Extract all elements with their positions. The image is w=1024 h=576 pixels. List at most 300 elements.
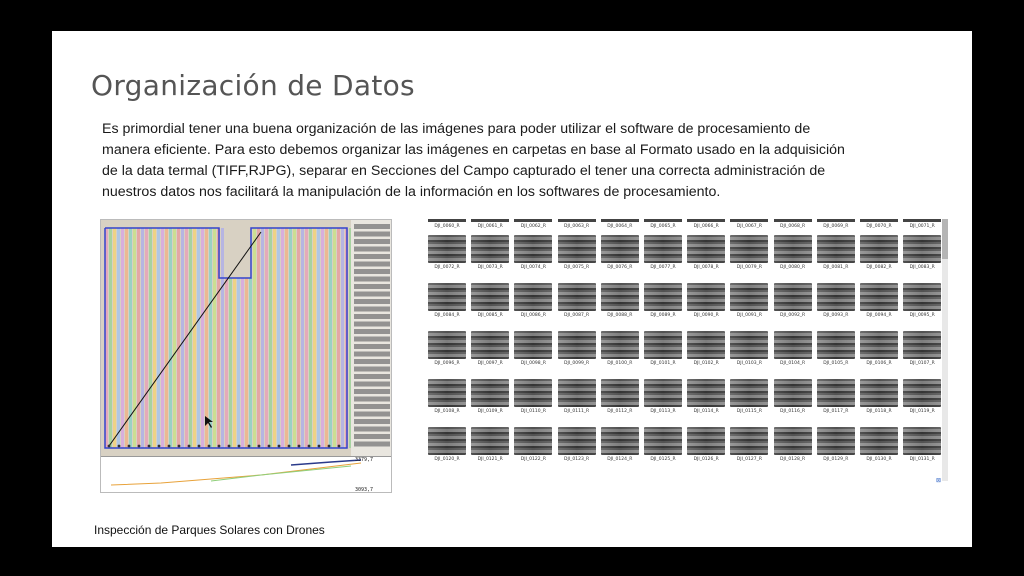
thermal-image-thumbnail[interactable] bbox=[860, 235, 898, 263]
thumbnail-filename: DJI_0099_R bbox=[563, 361, 590, 366]
thumbnail-filename: DJI_0096_R bbox=[434, 361, 460, 366]
thumbnail-item[interactable] bbox=[471, 283, 509, 318]
waypoint-marker bbox=[298, 445, 301, 448]
panel-row bbox=[141, 228, 144, 448]
panel-row bbox=[173, 228, 176, 448]
thumbnail-filename: DJI_0111_R bbox=[563, 409, 590, 414]
waypoint-marker bbox=[108, 445, 111, 448]
thumbnail-item[interactable] bbox=[860, 283, 898, 318]
panel-row bbox=[205, 228, 208, 448]
annotation-entry bbox=[354, 382, 390, 387]
thumbnail-item[interactable] bbox=[817, 235, 855, 270]
thermal-image-thumbnail[interactable] bbox=[730, 331, 768, 359]
thermal-image-thumbnail[interactable] bbox=[903, 235, 941, 263]
annotation-entry bbox=[354, 299, 390, 304]
panel-row bbox=[165, 228, 168, 448]
thermal-image-thumbnail[interactable] bbox=[471, 283, 509, 311]
thumbnail-item[interactable] bbox=[687, 283, 725, 318]
thumbnail-top-strip bbox=[558, 219, 596, 222]
thumbnail-item[interactable] bbox=[471, 331, 509, 366]
waypoint-marker bbox=[328, 445, 331, 448]
thumbnail-item[interactable] bbox=[514, 427, 552, 462]
thermal-image-thumbnail[interactable] bbox=[558, 379, 596, 407]
thumbnail-filename: DJI_0093_R bbox=[823, 313, 849, 318]
thumbnail-filename: DJI_0076_R bbox=[607, 265, 633, 270]
waypoint-marker bbox=[238, 445, 241, 448]
thumbnail-filename: DJI_0121_R bbox=[477, 457, 503, 462]
thumbnail-filename: DJI_0067_R bbox=[736, 224, 762, 229]
thumbnail-top-strip bbox=[687, 219, 725, 222]
thumbnail-top-strip bbox=[903, 219, 941, 222]
thumbnail-filename: DJI_0069_R bbox=[823, 224, 849, 229]
thumbnail-filename: DJI_0107_R bbox=[909, 361, 935, 366]
thumbnail-top-strip bbox=[817, 219, 855, 222]
slide-footer: Inspección de Parques Solares con Drones bbox=[94, 523, 325, 537]
panel-row bbox=[201, 228, 204, 448]
thermal-image-thumbnail[interactable] bbox=[817, 427, 855, 455]
body-line: nuestros datos nos facilitará la manipulación de la información en los softwares de procesamiento. bbox=[102, 184, 721, 200]
thumbnail-filename: DJI_0074_R bbox=[520, 265, 546, 270]
thumbnail-item[interactable] bbox=[601, 331, 639, 366]
thermal-image-thumbnail[interactable] bbox=[471, 235, 509, 263]
panel-row bbox=[265, 228, 268, 448]
thermal-image-thumbnail[interactable] bbox=[601, 235, 639, 263]
thumbnail-item[interactable] bbox=[471, 427, 509, 462]
thermal-image-thumbnail[interactable] bbox=[817, 283, 855, 311]
thermal-image-thumbnail[interactable] bbox=[687, 427, 725, 455]
waypoint-marker bbox=[318, 445, 321, 448]
thumbnail-filename: DJI_0124_R bbox=[607, 457, 633, 462]
panel-row bbox=[221, 228, 224, 448]
waypoint-marker bbox=[288, 445, 291, 448]
thermal-image-thumbnail[interactable] bbox=[644, 235, 682, 263]
annotation-entry bbox=[354, 344, 390, 349]
thermal-image-thumbnail[interactable] bbox=[774, 379, 812, 407]
thumbnail-filename: DJI_0066_R bbox=[693, 224, 719, 229]
thumbnail-filename: DJI_0112_R bbox=[607, 409, 633, 414]
thermal-image-thumbnail[interactable] bbox=[687, 379, 725, 407]
thumbnail-top-strip bbox=[774, 219, 812, 222]
thumbnail-filename: DJI_0088_R bbox=[607, 313, 633, 318]
thumbnail-filename: DJI_0119_R bbox=[909, 409, 935, 414]
thumbnail-item[interactable] bbox=[514, 283, 552, 318]
waypoint-marker bbox=[258, 445, 261, 448]
thermal-image-thumbnail[interactable] bbox=[601, 427, 639, 455]
thumbnail-item[interactable] bbox=[687, 427, 725, 462]
thermal-image-thumbnail[interactable] bbox=[514, 331, 552, 359]
thermal-image-thumbnail[interactable] bbox=[774, 427, 812, 455]
thumbnail-item[interactable] bbox=[903, 379, 941, 414]
body-line: Es primordial tener una buena organización de las imágenes para poder utilizar el software de procesamiento de bbox=[102, 121, 811, 137]
map-profile-panel bbox=[101, 456, 392, 493]
waypoint-marker bbox=[178, 445, 181, 448]
annotation-entry bbox=[354, 404, 390, 409]
thumbnail-filename: DJI_0071_R bbox=[909, 224, 935, 229]
thumbnail-filename: DJI_0089_R bbox=[650, 313, 676, 318]
thermal-image-thumbnail[interactable] bbox=[687, 283, 725, 311]
thumbnail-item[interactable] bbox=[774, 235, 812, 270]
annotation-entry bbox=[354, 254, 390, 259]
thumbnail-item[interactable] bbox=[860, 379, 898, 414]
thumbnail-item[interactable] bbox=[644, 379, 682, 414]
thermal-image-thumbnail[interactable] bbox=[774, 235, 812, 263]
thumbnail-item[interactable] bbox=[730, 427, 768, 462]
thumbnail-filename: DJI_0092_R bbox=[779, 313, 806, 318]
thumbnail-filename: DJI_0106_R bbox=[866, 361, 892, 366]
waypoint-marker bbox=[118, 445, 121, 448]
panel-row bbox=[161, 228, 164, 448]
annotation-entry bbox=[354, 314, 390, 319]
thumbnail-filename: DJI_0080_R bbox=[779, 265, 806, 270]
panel-row bbox=[117, 228, 120, 448]
thermal-image-thumbnail[interactable] bbox=[644, 283, 682, 311]
thumbnail-filename: DJI_0062_R bbox=[520, 224, 546, 229]
thermal-image-thumbnail[interactable] bbox=[514, 379, 552, 407]
waypoint-marker bbox=[218, 445, 221, 448]
panel-row bbox=[225, 278, 228, 448]
thumbnail-item[interactable] bbox=[514, 379, 552, 414]
thumbnail-item[interactable] bbox=[514, 331, 552, 366]
annotation-entry bbox=[354, 277, 390, 282]
thermal-image-thumbnail[interactable] bbox=[601, 283, 639, 311]
panel-row bbox=[229, 278, 232, 448]
thumbnail-item[interactable] bbox=[817, 427, 855, 462]
annotation-entry bbox=[354, 359, 390, 364]
thermal-image-thumbnail[interactable] bbox=[730, 283, 768, 311]
annotation-entry bbox=[354, 239, 390, 244]
annotation-entry bbox=[354, 269, 390, 274]
thumbnail-grid bbox=[420, 217, 952, 479]
thermal-image-thumbnail[interactable] bbox=[471, 427, 509, 455]
waypoint-marker bbox=[248, 445, 251, 448]
thumbnail-filename: DJI_0105_R bbox=[823, 361, 849, 366]
panel-row bbox=[245, 278, 248, 448]
panel-row bbox=[289, 228, 292, 448]
thermal-image-thumbnail[interactable] bbox=[558, 235, 596, 263]
thumbnail-filename: DJI_0115_R bbox=[736, 409, 762, 414]
waypoint-marker bbox=[268, 445, 271, 448]
annotation-entry bbox=[354, 374, 390, 379]
map-readout-2: 3093,7 bbox=[355, 487, 374, 493]
panel-row bbox=[261, 228, 264, 448]
panel-row bbox=[341, 228, 344, 448]
body-line: de la data termal (TIFF,RJPG), separar en Secciones del Campo capturado el tener una correcta administración de bbox=[102, 163, 826, 179]
thumbnail-item[interactable] bbox=[428, 427, 466, 462]
slide-body bbox=[102, 119, 932, 203]
thermal-image-thumbnail[interactable] bbox=[860, 331, 898, 359]
waypoint-marker bbox=[208, 445, 211, 448]
thumbnail-filename: DJI_0090_R bbox=[693, 313, 719, 318]
thumbnail-filename: DJI_0104_R bbox=[779, 361, 806, 366]
thumbnail-filename: DJI_0097_R bbox=[477, 361, 503, 366]
thermal-image-thumbnail[interactable] bbox=[860, 379, 898, 407]
thumbnail-item[interactable] bbox=[730, 235, 768, 270]
thermal-image-thumbnail[interactable] bbox=[903, 331, 941, 359]
annotation-entry bbox=[354, 434, 390, 439]
solar-field-map bbox=[101, 220, 392, 456]
thumbnail-filename: DJI_0072_R bbox=[434, 265, 460, 270]
thumbnail-filename: DJI_0085_R bbox=[477, 313, 503, 318]
thermal-image-thumbnail[interactable] bbox=[817, 379, 855, 407]
thermal-image-thumbnail[interactable] bbox=[903, 427, 941, 455]
waypoint-marker bbox=[188, 445, 191, 448]
thumbnail-filename: DJI_0126_R bbox=[693, 457, 719, 462]
panel-row bbox=[297, 228, 300, 448]
thermal-image-thumbnail[interactable] bbox=[558, 427, 596, 455]
thumbnail-item[interactable] bbox=[558, 379, 596, 414]
thumbnail-top-strip bbox=[471, 219, 509, 222]
thumbnail-filename: DJI_0128_R bbox=[779, 457, 806, 462]
corner-icon: ⊠ bbox=[936, 478, 942, 484]
panel-row bbox=[273, 228, 276, 448]
thumbnail-item[interactable] bbox=[558, 331, 596, 366]
thermal-image-thumbnail[interactable] bbox=[644, 379, 682, 407]
thumbnail-item[interactable] bbox=[428, 379, 466, 414]
panel-row bbox=[325, 228, 328, 448]
panel-row bbox=[285, 228, 288, 448]
thumbnail-top-strip bbox=[644, 219, 682, 222]
thermal-image-thumbnail[interactable] bbox=[817, 331, 855, 359]
annotation-entry bbox=[354, 224, 390, 229]
waypoint-marker bbox=[198, 445, 201, 448]
thumbnail-filename: DJI_0123_R bbox=[563, 457, 590, 462]
thermal-image-thumbnail[interactable] bbox=[428, 235, 466, 263]
annotation-entry bbox=[354, 419, 390, 424]
thumbnail-filename: DJI_0086_R bbox=[520, 313, 546, 318]
thumbnail-filename: DJI_0064_R bbox=[607, 224, 633, 229]
thumbnail-filename: DJI_0063_R bbox=[563, 224, 590, 229]
thermal-image-thumbnail[interactable] bbox=[860, 283, 898, 311]
annotation-entry bbox=[354, 389, 390, 394]
thumbnail-filename: DJI_0098_R bbox=[520, 361, 546, 366]
annotation-entry bbox=[354, 442, 390, 447]
thumbnail-item[interactable] bbox=[774, 379, 812, 414]
panel-row bbox=[153, 228, 156, 448]
thermal-image-thumbnail[interactable] bbox=[730, 427, 768, 455]
thermal-image-thumbnail[interactable] bbox=[903, 283, 941, 311]
panel-row bbox=[293, 228, 296, 448]
panel-row bbox=[253, 228, 256, 448]
annotation-entry bbox=[354, 284, 390, 289]
thumbnail-filename: DJI_0102_R bbox=[693, 361, 719, 366]
thumbnail-filename: DJI_0108_R bbox=[434, 409, 460, 414]
thumbnail-filename: DJI_0127_R bbox=[736, 457, 762, 462]
thumbnail-item[interactable] bbox=[687, 235, 725, 270]
thumbnail-top-strip bbox=[514, 219, 552, 222]
panel-row bbox=[189, 228, 192, 448]
thermal-image-thumbnail[interactable] bbox=[687, 331, 725, 359]
annotation-entry bbox=[354, 367, 390, 372]
thumbnail-filename: DJI_0129_R bbox=[823, 457, 849, 462]
panel-row bbox=[257, 228, 260, 448]
map-readout-1: 3379,7 bbox=[355, 457, 374, 463]
panel-row bbox=[125, 228, 128, 448]
waypoint-marker bbox=[338, 445, 341, 448]
thumbnail-filename: DJI_0131_R bbox=[909, 457, 935, 462]
annotation-entry bbox=[354, 397, 390, 402]
waypoint-marker bbox=[228, 445, 231, 448]
panel-row bbox=[149, 228, 152, 448]
thumbnail-filename: DJI_0118_R bbox=[866, 409, 892, 414]
waypoint-marker bbox=[168, 445, 171, 448]
thumbnail-item[interactable] bbox=[471, 379, 509, 414]
thumbnail-item[interactable] bbox=[903, 331, 941, 366]
thermal-image-thumbnail[interactable] bbox=[730, 235, 768, 263]
panel-row bbox=[113, 228, 116, 448]
thumbnail-filename: DJI_0125_R bbox=[650, 457, 676, 462]
elevation-profile bbox=[101, 457, 392, 493]
thumbnail-filename: DJI_0114_R bbox=[693, 409, 719, 414]
thumbnail-item[interactable] bbox=[687, 331, 725, 366]
thermal-image-thumbnail[interactable] bbox=[903, 379, 941, 407]
thumbnail-item[interactable] bbox=[558, 283, 596, 318]
thumbnail-item[interactable] bbox=[644, 235, 682, 270]
thumbnail-item[interactable] bbox=[730, 379, 768, 414]
thumbnail-item[interactable] bbox=[644, 427, 682, 462]
thermal-image-thumbnail[interactable] bbox=[687, 235, 725, 263]
scrollbar-thumb[interactable] bbox=[942, 219, 948, 259]
thermal-image-thumbnail[interactable] bbox=[774, 283, 812, 311]
thumbnail-item[interactable] bbox=[428, 235, 466, 270]
thumbnail-filename: DJI_0073_R bbox=[477, 265, 503, 270]
thumbnail-item[interactable] bbox=[774, 331, 812, 366]
thumbnail-filename: DJI_0061_R bbox=[477, 224, 503, 229]
annotation-entry bbox=[354, 352, 390, 357]
thumbnail-item[interactable] bbox=[903, 235, 941, 270]
waypoint-marker bbox=[278, 445, 281, 448]
thumbnail-scrollbar[interactable] bbox=[942, 219, 948, 481]
thumbnail-item[interactable] bbox=[774, 283, 812, 318]
waypoint-marker bbox=[148, 445, 151, 448]
thermal-image-thumbnail[interactable] bbox=[428, 283, 466, 311]
thumbnail-item[interactable] bbox=[774, 427, 812, 462]
thermal-image-thumbnail[interactable] bbox=[644, 427, 682, 455]
thermal-image-thumbnail[interactable] bbox=[558, 331, 596, 359]
thumbnail-filename: DJI_0068_R bbox=[779, 224, 806, 229]
panel-row bbox=[237, 278, 240, 448]
thumbnail-item[interactable] bbox=[860, 235, 898, 270]
thermal-image-thumbnail[interactable] bbox=[428, 427, 466, 455]
thumbnail-filename: DJI_0113_R bbox=[650, 409, 676, 414]
thumbnail-item[interactable] bbox=[860, 331, 898, 366]
thermal-image-thumbnail[interactable] bbox=[428, 379, 466, 407]
thumbnail-filename: DJI_0083_R bbox=[909, 265, 935, 270]
thumbnail-item[interactable] bbox=[817, 331, 855, 366]
thumbnail-item[interactable] bbox=[817, 379, 855, 414]
thumbnail-top-strip bbox=[730, 219, 768, 222]
thumbnail-top-strip bbox=[860, 219, 898, 222]
thumbnail-item[interactable] bbox=[644, 331, 682, 366]
panel-row bbox=[181, 228, 184, 448]
thermal-image-thumbnail[interactable] bbox=[471, 331, 509, 359]
thermal-image-thumbnail[interactable] bbox=[558, 283, 596, 311]
panel-row bbox=[209, 228, 212, 448]
thumbnail-filename: DJI_0122_R bbox=[520, 457, 546, 462]
annotation-entry bbox=[354, 412, 390, 417]
annotation-entry bbox=[354, 337, 390, 342]
panel-row bbox=[337, 228, 340, 448]
panel-row bbox=[121, 228, 124, 448]
thermal-image-thumbnail[interactable] bbox=[817, 235, 855, 263]
annotation-entry bbox=[354, 247, 390, 252]
panel-row bbox=[177, 228, 180, 448]
thumbnail-item[interactable] bbox=[601, 235, 639, 270]
thumbnail-filename: DJI_0065_R bbox=[650, 224, 676, 229]
panel-row bbox=[301, 228, 304, 448]
thermal-image-thumbnail[interactable] bbox=[860, 427, 898, 455]
thumbnail-top-strip bbox=[428, 219, 466, 222]
thumbnail-filename: DJI_0109_R bbox=[477, 409, 503, 414]
thumbnail-filename: DJI_0103_R bbox=[736, 361, 762, 366]
panel-row bbox=[333, 228, 336, 448]
thermal-image-thumbnail[interactable] bbox=[514, 283, 552, 311]
thumbnail-filename: DJI_0084_R bbox=[434, 313, 460, 318]
thumbnail-item[interactable] bbox=[471, 235, 509, 270]
thumbnail-item[interactable] bbox=[601, 283, 639, 318]
annotation-entry bbox=[354, 292, 390, 297]
thumbnail-filename: DJI_0101_R bbox=[650, 361, 676, 366]
thermal-image-thumbnail[interactable] bbox=[644, 331, 682, 359]
thumbnail-item[interactable] bbox=[558, 427, 596, 462]
annotation-entry bbox=[354, 232, 390, 237]
panel-row bbox=[321, 228, 324, 448]
thumbnail-filename: DJI_0087_R bbox=[563, 313, 590, 318]
thermal-image-thumbnail[interactable] bbox=[774, 331, 812, 359]
panel-row bbox=[277, 228, 280, 448]
panel-row bbox=[133, 228, 136, 448]
thumbnail-item[interactable] bbox=[644, 283, 682, 318]
thumbnail-item[interactable] bbox=[903, 283, 941, 318]
thumbnail-filename: DJI_0110_R bbox=[520, 409, 546, 414]
thumbnail-item[interactable] bbox=[903, 427, 941, 462]
thumbnail-filename: DJI_0077_R bbox=[650, 265, 676, 270]
panel-row bbox=[329, 228, 332, 448]
thumbnail-item[interactable] bbox=[817, 283, 855, 318]
thumbnail-item[interactable] bbox=[601, 379, 639, 414]
thumbnail-item[interactable] bbox=[730, 331, 768, 366]
thermal-image-thumbnail[interactable] bbox=[730, 379, 768, 407]
thumbnail-item[interactable] bbox=[428, 283, 466, 318]
thumbnail-item[interactable] bbox=[860, 427, 898, 462]
thumbnail-item[interactable] bbox=[558, 235, 596, 270]
panel-row bbox=[269, 228, 272, 448]
waypoint-marker bbox=[138, 445, 141, 448]
thumbnail-filename: DJI_0091_R bbox=[736, 313, 762, 318]
thermal-image-thumbnail[interactable] bbox=[601, 379, 639, 407]
thumbnail-filename: DJI_0130_R bbox=[866, 457, 892, 462]
annotation-entry bbox=[354, 329, 390, 334]
thumbnail-item[interactable] bbox=[687, 379, 725, 414]
thumbnail-item[interactable] bbox=[601, 427, 639, 462]
panel-row bbox=[317, 228, 320, 448]
thermal-image-thumbnail[interactable] bbox=[471, 379, 509, 407]
thermal-image-thumbnail[interactable] bbox=[601, 331, 639, 359]
thumbnail-filename: DJI_0079_R bbox=[736, 265, 762, 270]
waypoint-marker bbox=[308, 445, 311, 448]
thermal-image-thumbnail[interactable] bbox=[514, 235, 552, 263]
thumbnail-item[interactable] bbox=[730, 283, 768, 318]
panel-row bbox=[309, 228, 312, 448]
annotation-entry bbox=[354, 262, 390, 267]
thumbnail-item[interactable] bbox=[514, 235, 552, 270]
annotation-entry bbox=[354, 307, 390, 312]
waypoint-marker bbox=[158, 445, 161, 448]
panel-row bbox=[157, 228, 160, 448]
thermal-image-thumbnail[interactable] bbox=[428, 331, 466, 359]
thumbnail-filename: DJI_0100_R bbox=[607, 361, 633, 366]
thumbnail-item[interactable] bbox=[428, 331, 466, 366]
thermal-image-thumbnail[interactable] bbox=[514, 427, 552, 455]
